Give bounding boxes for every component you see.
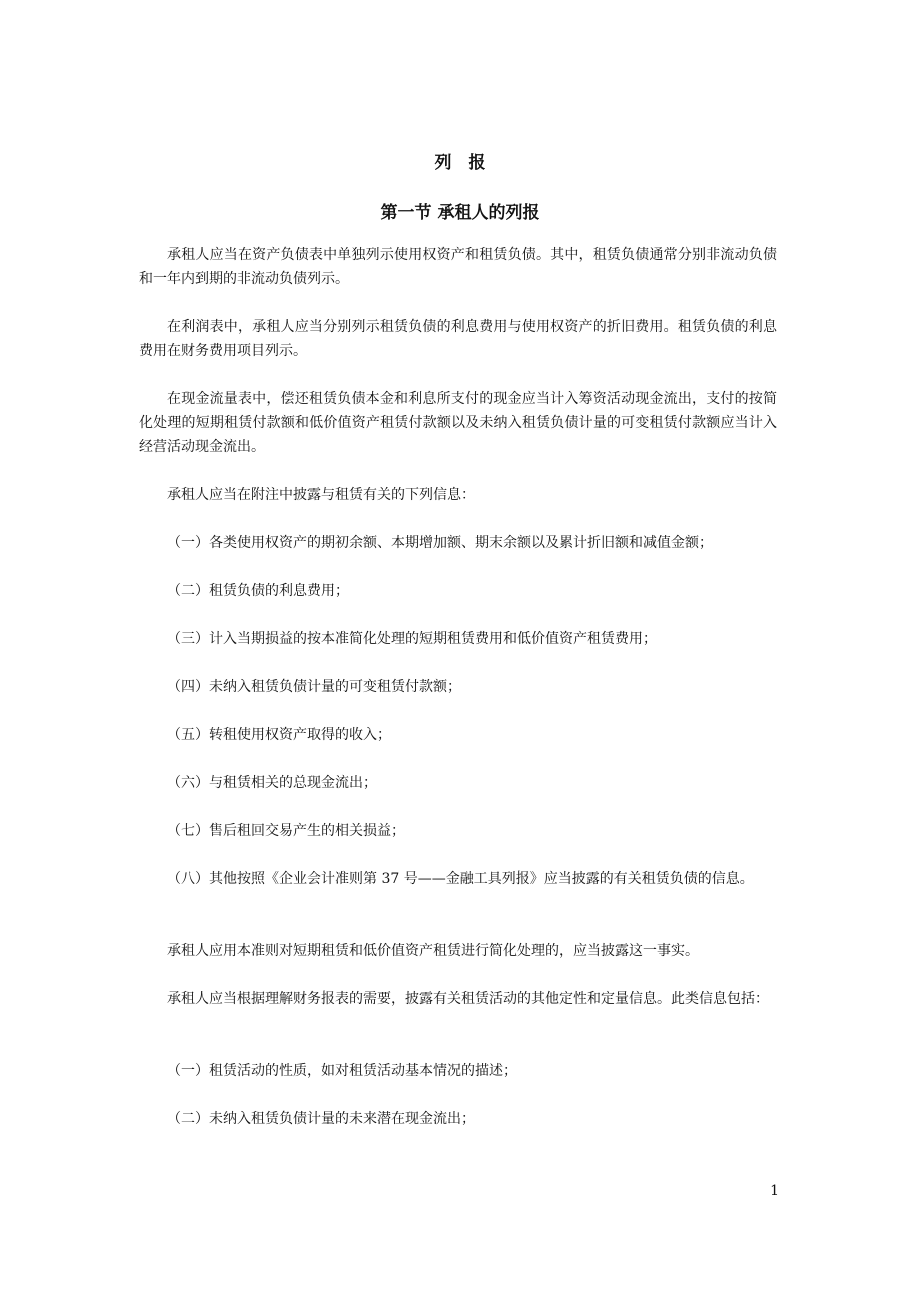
paragraph-other-info: 承租人应当根据理解财务报表的需要，披露有关租赁活动的其他定性和定量信息。此类信息包括： bbox=[167, 991, 769, 1007]
disclosure-item: （七）售后租回交易产生的相关损益； bbox=[167, 823, 405, 839]
paragraph-income-statement: 在利润表中，承租人应当分别列示租赁负债的利息费用与使用权资产的折旧费用。租赁负债的利息费用在财务费用项目列示。 bbox=[139, 319, 777, 359]
other-info-item: （二）未纳入租赁负债计量的未来潜在现金流出； bbox=[167, 1111, 475, 1127]
paragraph-simplified-treatment: 承租人应用本准则对短期租赁和低价值资产租赁进行简化处理的，应当披露这一事实。 bbox=[167, 943, 699, 959]
disclosure-item: （一）各类使用权资产的期初余额、本期增加额、期末余额以及累计折旧额和减值金额； bbox=[167, 535, 713, 551]
disclosure-item: （四）未纳入租赁负债计量的可变租赁付款额； bbox=[167, 679, 461, 695]
paragraph-balance-sheet: 承租人应当在资产负债表中单独列示使用权资产和租赁负债。其中，租赁负债通常分别非流动负债和一年内到期的非流动负债列示。 bbox=[139, 247, 777, 287]
disclosure-item: （六）与租赁相关的总现金流出； bbox=[167, 775, 377, 791]
section-title: 第一节 承租人的列报 bbox=[380, 203, 540, 223]
disclosure-item: （二）租赁负债的利息费用； bbox=[167, 583, 349, 599]
paragraph-cash-flow: 在现金流量表中，偿还租赁负债本金和利息所支付的现金应当计入筹资活动现金流出，支付的按简化处理的短期租赁付款额和低价值资产租赁付款额以及未纳入租赁负债计量的可变租赁付款额应当计入经营活动现金流出。 bbox=[139, 391, 777, 455]
disclosure-item: （三）计入当期损益的按本准简化处理的短期租赁费用和低价值资产租赁费用； bbox=[167, 631, 657, 647]
other-info-item: （一）租赁活动的性质，如对租赁活动基本情况的描述； bbox=[167, 1063, 517, 1079]
paragraph-disclosure-intro: 承租人应当在附注中披露与租赁有关的下列信息： bbox=[167, 487, 475, 503]
disclosure-item: （八）其他按照《企业会计准则第 37 号——金融工具列报》应当披露的有关租赁负债的信息。 bbox=[167, 871, 754, 887]
disclosure-item: （五）转租使用权资产取得的收入； bbox=[167, 727, 391, 743]
page-title: 列 报 bbox=[434, 153, 486, 173]
page-number: 1 bbox=[770, 1183, 779, 1199]
